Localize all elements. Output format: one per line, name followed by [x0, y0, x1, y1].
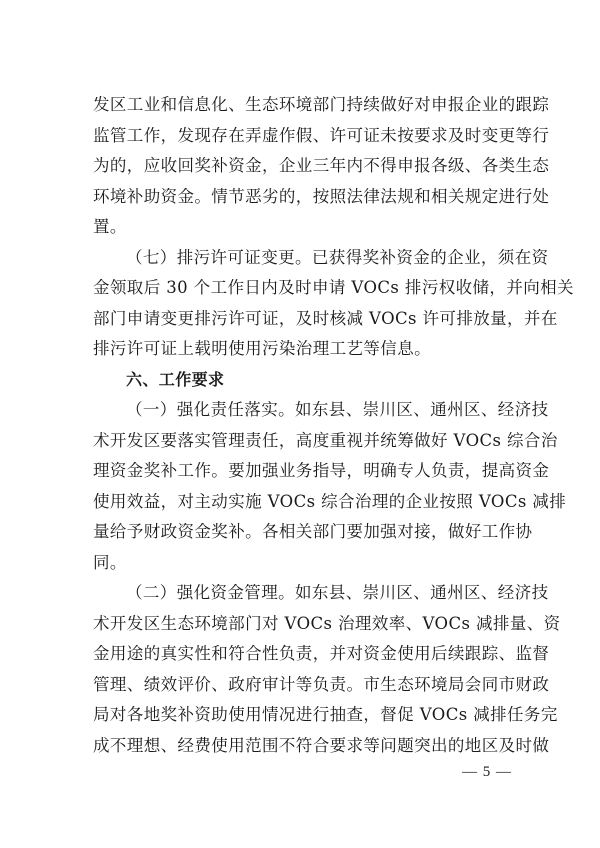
text-line: 理资金奖补工作。要加强业务指导，明确专人负责，提高资金 — [93, 461, 550, 480]
text-line: 发区工业和信息化、生态环境部门持续做好对申报企业的跟踪 — [93, 95, 550, 114]
body-text — [93, 90, 574, 761]
text-line: 同。 — [93, 552, 127, 572]
text-line: 金用途的真实性和符合性负责，并对资金使用后续跟踪、监督 — [93, 644, 550, 663]
text-line: 局对各地奖补资助使用情况进行抽查，督促 VOCs 减排任务完 — [93, 705, 558, 724]
text-line: 监管工作，发现存在弄虚作假、许可证未按要求及时变更等行 — [93, 125, 550, 145]
text-line: 金领取后 30 个工作日内及时申请 VOCs 排污权收储，并向相关 — [93, 278, 574, 297]
text-line: 环境补助资金。情节恶劣的，按照法律法规和相关规定进行处 — [93, 186, 550, 206]
text-line: 术开发区生态环境部门对 VOCs 治理效率、VOCs 减排量、资 — [93, 613, 561, 633]
text-line: 量给予财政资金奖补。各相关部门要加强对接，做好工作协 — [93, 522, 533, 541]
text-line: （七）排污许可证变更。已获得奖补资金的企业，须在资 — [126, 247, 549, 267]
page-number: — 5 — — [462, 764, 512, 780]
text-line: 术开发区要落实管理责任，高度重视并统筹做好 VOCs 综合治 — [93, 430, 558, 450]
text-line: 置。 — [93, 217, 127, 236]
section-heading: 六、工作要求 — [126, 369, 225, 389]
text-line: 使用效益，对主动实施 VOCs 综合治理的企业按照 VOCs 减排 — [93, 491, 567, 511]
text-line: 部门申请变更排污许可证，及时核减 VOCs 许可排放量，并在 — [93, 308, 558, 328]
text-line: 排污许可证上载明使用污染治理工艺等信息。 — [93, 339, 431, 358]
text-line: 管理、绩效评价、政府审计等负责。市生态环境局会同市财政 — [93, 674, 550, 694]
text-line: 成不理想、经费使用范围不符合要求等问题突出的地区及时做 — [93, 735, 550, 755]
text-line: 为的，应收回奖补资金，企业三年内不得申报各级、各类生态 — [93, 156, 550, 175]
text-line: （二）强化资金管理。如东县、崇川区、通州区、经济技 — [126, 583, 549, 602]
text-line: （一）强化责任落实。如东县、崇川区、通州区、经济技 — [126, 400, 549, 419]
